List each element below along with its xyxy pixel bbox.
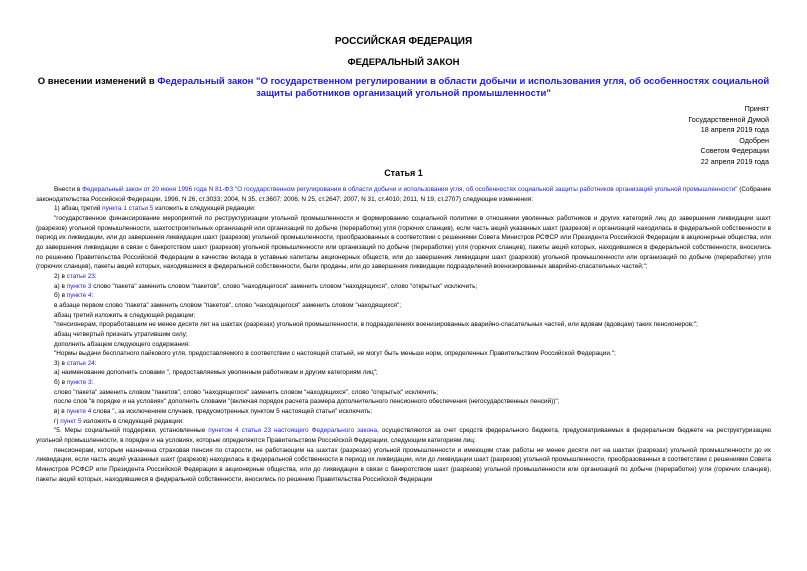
paragraph: 1) абзац третий пункта 1 статьи 5 изложить в следующей редакции: <box>54 205 256 213</box>
approved-date: 22 апреля 2019 года <box>700 156 769 166</box>
law-title-prefix: О внесении изменений в <box>37 76 158 87</box>
paragraph: Внести в Федеральный закон от 20 июня 1996 года N 81-ФЗ "О государственном регулировании в области добычи и использования угля, об особенностях социальной защиты работников организаций угольной промышленности" (Собрание законодательства Российской Федерации, 1996, N 26, ст.3033; 2004, N 35, ст.3607; 2006, N 25, ст.2647; 2007, N 31, ст.4010; 2011, N 19, ст.2707) следующие изменения: <box>36 186 772 203</box>
article-reference-link[interactable]: пункта 1 статьи 5 <box>102 205 154 213</box>
accepted-by: Государственной Думой <box>688 114 769 124</box>
paragraph: а) наименование дополнить словами ", предоставляемых уволенным работникам и другим категориям лиц"; <box>54 369 378 377</box>
paragraph: абзац третий изложить в следующей редакции: <box>54 311 196 319</box>
paragraph: а) в пункте 3 слово "пакета" заменить словом "пакетов", слово "находящегося" заменить словом "находящихся", слово "открытых" исключить; <box>54 282 478 290</box>
approved-label: Одобрен <box>739 135 769 145</box>
article-reference-link[interactable]: пункте 4 <box>66 408 92 416</box>
accepted-label: Принят <box>744 104 769 113</box>
paragraph: б) в пункте 4: <box>54 292 94 300</box>
article-title: Статья 1 <box>384 168 423 178</box>
article-reference-link[interactable]: пунктом 4 статьи 23 настоящего Федерального закона <box>208 427 378 435</box>
paragraph: г) пункт 5 изложить в следующей редакции: <box>54 417 184 425</box>
acceptance-block <box>688 104 769 167</box>
paragraph: "5. Меры социальной поддержки, установленные пунктом 4 статьи 23 настоящего Федерального закона, осуществляются за счет средств федерального бюджета, предусматриваемых в федеральном бюджете на реструктуризацию угольной промышленности, в порядке и на условиях, которые определяются Правительством Российской Федерации, следующим категориям лиц: <box>36 427 771 445</box>
paragraph: после слов "в порядке и на условиях" дополнить словами "(включая порядок расчета размера дополнительного пенсионного обеспечения (негосударственных пенсий))"; <box>54 398 560 406</box>
law-reference-link[interactable]: Федеральный закон от 20 июня 1996 года N 81-ФЗ "О государственном регулировании в области добычи и использования угля, об особенностях социальной защиты работников организаций угольной промышленности" <box>82 186 738 193</box>
paragraph: "государственное финансирование мероприятий по реструктуризации угольной промышленности и формированию социальной политики в отношении уволенных работников и других категорий лиц до завершения ликвидации шахт (разрезов) угольной промышленности, шахтостроительных организаций или организаций по добыче (переработке) угля (горючих сланцев), если часть акций указанных шахт (разрезов) и организаций находилась в федеральной собственности в период их ликвидации, или до завершения ликвидации шахт (разрезов) угольной промышленности, преобразованных в соответствии с решениями Совета Министров РСФСР или Президента Российской Федерации в акционерные общества, или до завершения ликвидации в связи с банкротством шахт (разрезов) угольной промышленности или организаций по добыче (переработке) угля (горючих сланцев), пакеты акций которых, находившиеся в федеральной собственности, вносились по решению Правительства Российской Федерации в качестве вклада в уставные капиталы акционерных обществ, или до завершения ликвидации шахт (разрезов) угольной промышленности или организаций по добыче (переработке) угля (горючих сланцев), пакеты акций которых, находившиеся в федеральной собственности, были проданы, или до завершения ликвидации подразделений военизированных аварийно-спасательных частей;"; <box>36 214 771 271</box>
paragraph: в абзаце первом слово "пакета" заменить словом "пакетов", слово "находящегося" заменить словом "находящихся"; <box>54 301 402 309</box>
approved-by: Советом Федерации <box>700 146 769 155</box>
paragraph: пенсионерам, которым назначена страховая пенсия по старости, не работающим на шахтах (разрезах) угольной промышленности и имеющим стаж работы не менее десяти лет на шахтах (разрезах) угольной промышленности до их ликвидации, если часть акций указанных шахт (разрезов) находилась в федеральной собственности в период их ликвидации, или до ликвидации шахт (разрезов) угольной промышленности, преобразованных в соответствии с решениями Совета Министров РСФСР или Президента Российской Федерации в акционерные общества, или до ликвидации в связи с банкротством шахт (разрезов) угольной промышленности или организаций по добыче (переработке) угля (горючих сланцев), пакеты акций которых, находившиеся в федеральной собственности, вносились по решению Правительства Российской Федерации <box>36 446 771 483</box>
accepted-date: 18 апреля 2019 года <box>700 125 769 134</box>
article-reference-link[interactable]: статье 24 <box>66 359 95 367</box>
law-title-link[interactable]: Федеральный закон "О государственном регулировании в области добычи и использования угля, об особенностях социальной защиты работников организаций угольной промышленности" <box>157 76 770 99</box>
paragraph: абзац четвертый признать утратившим силу; <box>54 330 188 338</box>
paragraph: "Нормы выдачи бесплатного пайкового угля, предоставляемого в соответствии с настоящей статьей, не могут быть меньше норм, определенных Правительством Российской Федерации."; <box>54 350 616 358</box>
article-reference-link[interactable]: статье 23 <box>66 272 95 280</box>
article-reference-link[interactable]: пункте 3 <box>66 282 92 290</box>
paragraph: 3) в статье 24: <box>54 359 97 367</box>
country-heading: РОССИЙСКАЯ ФЕДЕРАЦИЯ <box>334 36 473 47</box>
doc-type-heading: ФЕДЕРАЛЬНЫЙ ЗАКОН <box>347 57 460 68</box>
paragraph: в) в пункте 4 слова ", за исключением случаев, предусмотренных пунктом 5 настоящей статьи" исключить; <box>54 408 372 416</box>
article-reference-link[interactable]: пункт 5 <box>60 417 82 425</box>
paragraph: "пенсионерам, проработавшим не менее десяти лет на шахтах (разрезах) угольной промышленности, в подразделениях военизированных аварийно-спасательных частей, или вдовам (вдовцам) таких пенсионеров;"; <box>54 321 698 329</box>
paragraph: слово "пакета" заменить словом "пакетов", слово "находящегося" заменить словом "находящихся", слово "открытых" исключить; <box>54 388 439 396</box>
article-reference-link[interactable]: пункте 3 <box>66 379 92 387</box>
article-reference-link[interactable]: пункте 4 <box>66 292 92 300</box>
paragraph: б) в пункте 3: <box>54 379 94 387</box>
paragraph: 2) в статье 23: <box>54 272 97 280</box>
law-title <box>0 76 807 100</box>
article-body <box>36 185 771 484</box>
paragraph: дополнить абзацем следующего содержания: <box>54 340 190 348</box>
